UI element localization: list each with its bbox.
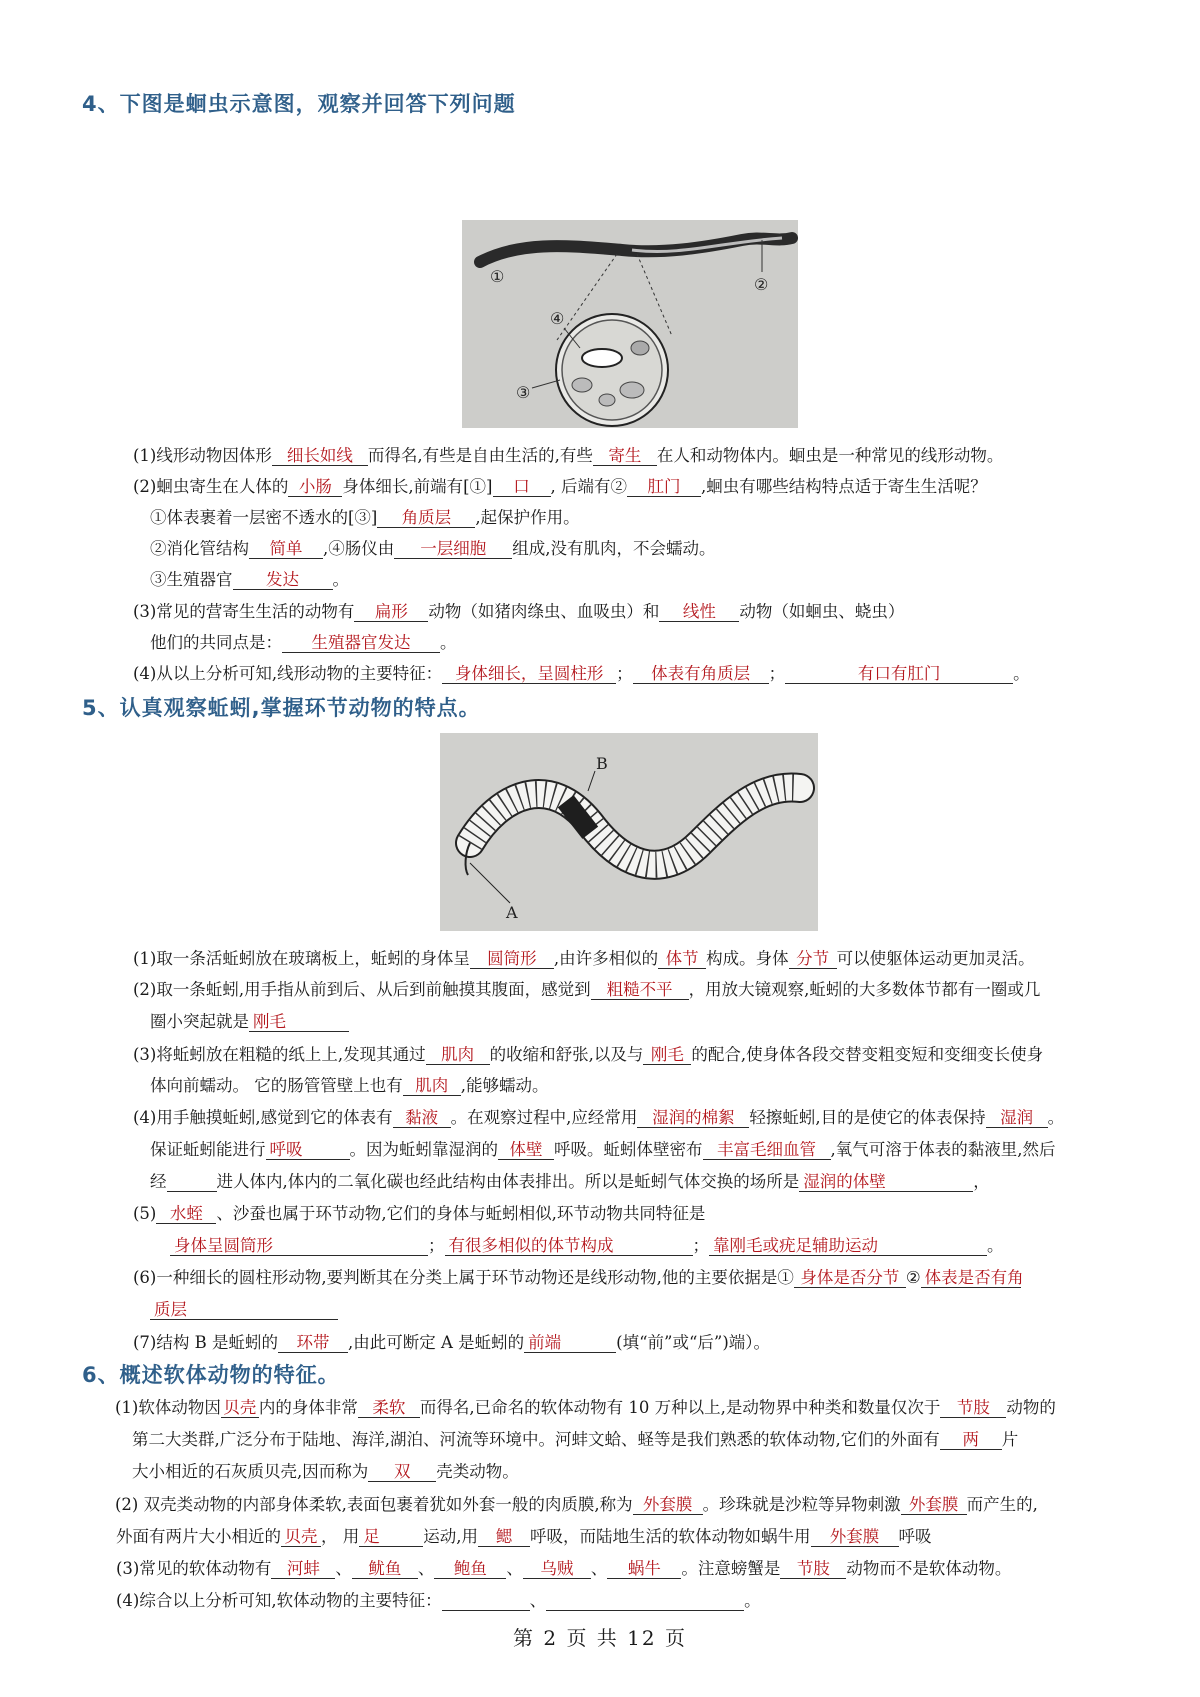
s5-q3-b: 体向前蠕动。 它的肠管管壁上也有 肌肉 ,能够蠕动。 [150,1076,549,1095]
roundworm-label-3: ③ [516,383,531,402]
s4-q2-iii: ③生殖器官 发达 。 [150,570,349,589]
earthworm-label-b: B [596,754,608,773]
s5-q7: (7)结构 B 是蚯蚓的 环带 ,由此可断定 A 是蚯蚓的 前端 (填“前”或“后”)端）。 [133,1333,771,1352]
s4-q4: (4)从以上分析可知,线形动物的主要特征： 身体细长，呈圆柱形 ； 体表有角质层 ； 有口有肛门 。 [133,664,1030,683]
s5-q4-c: 经 进人体内,体内的二氧化碳也经此结构由体表排出。所以是蚯蚓气体交换的场所是 湿润的体壁 ， [150,1172,990,1191]
s5-q4-blank [167,1172,217,1192]
s5-q5-b: 身体呈圆筒形 ； 有很多相似的体节构成 ； 靠刚毛或疣足辅助运动 。 [170,1236,1004,1256]
s4-q1: (1)线形动物因体形 细长如线 而得名,有些是自由生活的,有些 寄生 在人和动物体内。蛔虫是一种常见的线形动物。 [133,446,1004,465]
s6-q1-b: 第二大类群,广泛分布于陆地、海洋,湖泊、河流等环境中。河蚌文蛤、蛏等是我们熟悉的软体动物,它们的外面有 两 片 [132,1430,1019,1449]
s5-q6-b: 质层 [150,1300,338,1320]
s6-q4: (4)综合以上分析可知,软体动物的主要特征： 、 。 [116,1591,761,1610]
s6-q4-blank-2 [546,1591,744,1611]
earthworm-figure [440,733,818,931]
roundworm-diagram [462,220,798,428]
s4-q3: (3)常见的营寄生生活的动物有 扁形 动物（如猪肉绦虫、血吸虫）和 线性 动物（如蛔虫、蛲虫） [133,602,905,621]
s5-q6: (6)一种细长的圆柱形动物,要判断其在分类上属于环节动物还是线形动物,他的主要依据是① 身体是否分节 ② 体表是否有角 [133,1268,1024,1287]
s5-q2: (2)取一条蚯蚓,用手指从前到后、从后到前触摸其腹面，感觉到 粗糙不平 ，用放大镜观察,蚯蚓的大多数体节都有一圈或几 [133,980,1041,999]
s4-q3-b: 他们的共同点是： 生殖器官发达 。 [150,633,457,652]
s6-q2: (2) 双壳类动物的内部身体柔软,表面包裹着犹如外套一般的肉质膜,称为 外套膜 。珍珠就是沙粒等异物刺激 外套膜 而产生的, [115,1495,1038,1514]
section-4-heading: 4、下图是蛔虫示意图，观察并回答下列问题 [82,92,516,116]
earthworm-diagram [440,733,818,931]
earthworm-label-a: A [506,903,518,922]
page-footer: 第 2 页 共 12 页 [513,1626,687,1650]
roundworm-label-2: ② [754,275,769,294]
s6-q2-b: 外面有两片大小相近的 贝壳 ， 用 足 运动,用 鳃 呼吸，而陆地生活的软体动物如蜗牛用 外套膜 呼吸 [116,1527,932,1546]
s5-q5: (5) 水蛭 、沙蚕也属于环节动物,它们的身体与蚯蚓相似,环节动物共同特征是 [133,1204,706,1223]
s4-q2-i: ①体表裹着一层密不透水的[③] 角质层 ,起保护作用。 [150,508,580,527]
s4-q2: (2)蛔虫寄生在人体的 小肠 身体细长,前端有[①] 口 , 后端有② 肛门 ,蛔虫有哪些结构特点适于寄生生活呢？ [133,477,987,496]
section-5-heading: 5、认真观察蚯蚓,掌握环节动物的特点。 [82,696,481,720]
roundworm-label-4: ④ [550,309,565,328]
roundworm-label-1: ① [490,267,505,286]
s6-q4-blank-1 [442,1591,530,1611]
s5-q1: (1)取一条活蚯蚓放在玻璃板上，蚯蚓的身体呈 圆筒形 ,由许多相似的 体节 构成。身体 分节 可以使躯体运动更加灵活。 [133,949,1035,968]
s6-q3: (3)常见的软体动物有 河蚌 、 鱿鱼 、 鲍鱼 、 乌贼 、 蜗牛 。注意螃蟹是 节肢 动物而不是软体动物。 [116,1559,1012,1578]
s5-q3: (3)将蚯蚓放在粗糙的纸上上,发现其通过 肌肉 的收缩和舒张,以及与 刚毛 的配合,使身体各段交替变粗变短和变细变长使身 [133,1045,1044,1064]
roundworm-figure [462,220,798,428]
s4-q2-ii: ②消化管结构 简单 ,④肠仪由 一层细胞 组成,没有肌肉，不会蠕动。 [150,539,716,558]
s6-q1: (1)软体动物因 贝壳 内的身体非常 柔软 而得名,已命名的软体动物有 10 万种以上,是动物界中种类和数量仅次于 节肢 动物的 [115,1398,1056,1417]
s5-q4: (4)用手触摸蚯蚓,感觉到它的体表有 黏液 。在观察过程中,应经常用 湿润的棉絮 轻擦蚯蚓,目的是使它的体表保持 湿润 。 [133,1108,1065,1127]
s5-q2-b: 圈小突起就是 刚毛 [150,1012,349,1032]
s5-q4-b: 保证蚯蚓能进行 呼吸 。因为蚯蚓靠湿润的 体壁 呼吸。蚯蚓体壁密布 丰富毛细血管 ,氧气可溶于体表的黏液里,然后 [150,1140,1056,1159]
section-6-heading: 6、概述软体动物的特征。 [82,1363,340,1387]
s6-q1-c: 大小相近的石灰质贝壳,因而称为 双 壳类动物。 [132,1462,519,1481]
